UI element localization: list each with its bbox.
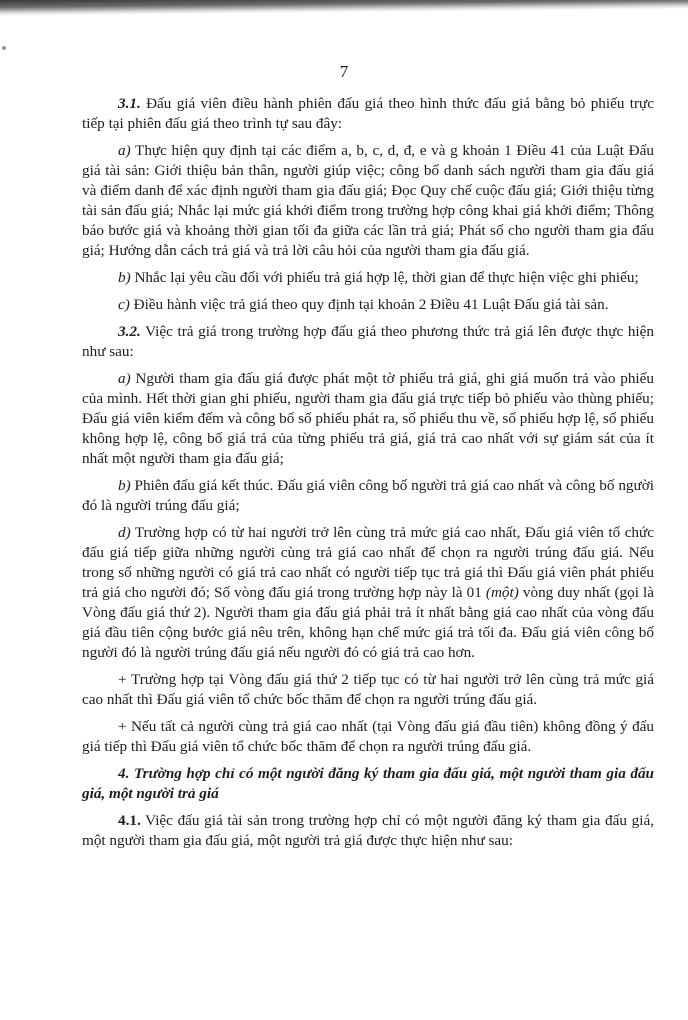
paragraph-text: vòng duy nhất (gọi là Vòng đấu giá thứ 2). Người tham gia đấu giá phải trả ít nhất bằng giá cao nhất của vòng đấu giá đầu tiên cộng bước giá nêu trên, không hạn chế mức giá trả tối đa. Đấu giá viên công bố người đó là người trúng đấu giá nếu người đó có giá trả cao hơn. <box>82 584 654 661</box>
paragraph-3-1-c <box>82 295 654 315</box>
paragraph-3-2-d <box>82 523 654 663</box>
paragraph-plus-1: + Trường hợp tại Vòng đấu giá thứ 2 tiếp tục có từ hai người trở lên cùng trả mức giá cao nhất thì Đấu giá viên tổ chức bốc thăm để chọn ra người trúng đấu giá. <box>82 671 654 708</box>
paragraph-4-1 <box>82 811 654 851</box>
paragraph-3-2 <box>82 322 654 362</box>
paragraph-text: Điều hành việc trả giá theo quy định tại khoản 2 Điều 41 Luật Đấu giá tài sản. <box>129 296 609 313</box>
paragraph-text: Trường hợp có từ hai người trở lên cùng trả mức giá cao nhất, Đấu giá viên tổ chức đấu giá tiếp giữa những người cùng trả giá cao nhất để chọn ra người trúng đấu giá. Nếu trong số những người có giá trả cao nhất có người tiếp tục trả giá thì Đấu giá viên phát phiếu trả giá cho người đó; Số vòng đấu giá trong trường hợp này là 01 <box>82 524 654 601</box>
page-number: 7 <box>339 62 349 81</box>
clause-number: 3.2. <box>118 323 141 340</box>
italic-note: (một) <box>485 584 519 601</box>
item-label: a) <box>118 370 131 387</box>
paragraph-3-2-a <box>82 369 654 469</box>
item-label: c) <box>118 296 130 313</box>
clause-number: 4.1. <box>118 812 141 829</box>
item-label: b) <box>118 477 131 494</box>
section-heading-4: 4. Trường hợp chỉ có một người đăng ký tham gia đấu giá, một người tham gia đấu giá, một người trả giá <box>82 765 654 802</box>
paragraph-3-1-a <box>82 141 654 261</box>
paragraph-text: Phiên đấu giá kết thúc. Đấu giá viên công bố người trả giá cao nhất và công bố người đó là người trúng đấu giá; <box>82 477 654 514</box>
document-body <box>82 94 654 858</box>
scan-edge <box>0 0 688 16</box>
item-label: d) <box>118 524 131 541</box>
paragraph-text: Thực hiện quy định tại các điểm a, b, c, d, đ, e và g khoản 1 Điều 41 của Luật Đấu giá tài sản: Giới thiệu bản thân, người giúp việc; công bố danh sách người tham gia đấu giá và điểm danh để xác định người tham gia đấu giá; Đọc Quy chế cuộc đấu giá; Giới thiệu từng tài sản đấu giá; Nhắc lại mức giá khởi điểm trong trường hợp công khai giá khởi điểm; Thông báo bước giá và khoảng thời gian tối đa giữa các lần trả giá; Phát số cho người tham gia đấu giá; Hướng dẫn cách trả giá và trả lời câu hỏi của người tham gia đấu giá. <box>82 142 654 259</box>
paragraph-text: Nhắc lại yêu cầu đối với phiếu trả giá hợp lệ, thời gian để thực hiện việc ghi phiếu; <box>130 269 639 286</box>
paragraph-3-2-b <box>82 476 654 516</box>
paragraph-3-1-b <box>82 268 654 288</box>
paragraph-text: Đấu giá viên điều hành phiên đấu giá theo hình thức đấu giá bằng bỏ phiếu trực tiếp tại phiên đấu giá theo trình tự sau đây: <box>82 95 654 132</box>
paragraph-3-1 <box>82 94 654 134</box>
clause-number: 3.1. <box>118 95 141 112</box>
paragraph-plus-2: + Nếu tất cả người cùng trả giá cao nhất (tại Vòng đấu giá đầu tiên) không đồng ý đấu giá tiếp thì Đấu giá viên tổ chức bốc thăm để chọn ra người trúng đấu giá. <box>82 718 654 755</box>
item-label: a) <box>118 142 131 159</box>
scan-speck <box>2 46 6 50</box>
paragraph-text: Người tham gia đấu giá được phát một tờ phiếu trả giá, ghi giá muốn trả vào phiếu của mình. Hết thời gian ghi phiếu, người tham gia đấu giá trực tiếp bỏ phiếu vào thùng phiếu; Đấu giá viên kiểm đếm và công bố số phiếu phát ra, số phiếu thu về, số phiếu hợp lệ, số phiếu không hợp lệ, công bố giá trả của từng phiếu trả giá, giá trả cao nhất với sự giám sát của ít nhất một người tham gia đấu giá; <box>82 370 654 467</box>
paragraph-text: Việc trả giá trong trường hợp đấu giá theo phương thức trả giá lên được thực hiện như sau: <box>82 323 654 360</box>
paragraph-text: Việc đấu giá tài sản trong trường hợp chỉ có một người đăng ký tham gia đấu giá, một người tham gia đấu giá, một người trả giá được thực hiện như sau: <box>82 812 654 849</box>
item-label: b) <box>118 269 131 286</box>
